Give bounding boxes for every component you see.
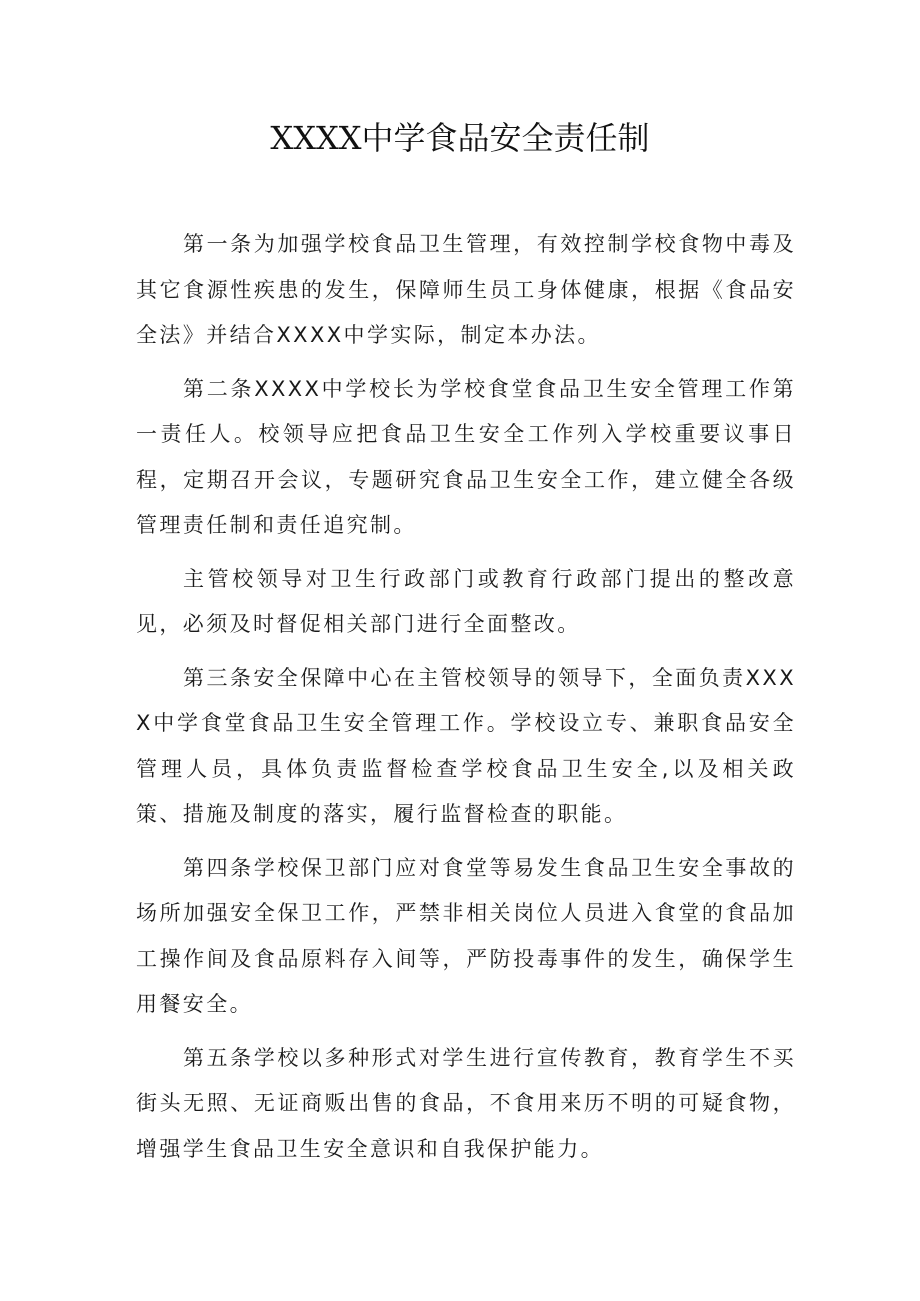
paragraph-article-3: 第三条安全保障中心在主管校领导的领导下，全面负责XXXX中学食堂食品卫生安全管理工作。学校设立专、兼职食品安全管理人员，具体负责监督检查学校食品卫生安全,以及相关政策、措施及制度的落实，履行监督检查的职能。 xyxy=(136,665,796,826)
document-title: XXXX中学食品安全责任制 xyxy=(270,119,650,157)
paragraph-article-5: 第五条学校以多种形式对学生进行宣传教育，教育学生不买街头无照、无证商贩出售的食品，不食用来历不明的可疑食物，增强学生食品卫生安全意识和自我保护能力。 xyxy=(136,1045,796,1161)
paragraph-article-2-supplement: 主管校领导对卫生行政部门或教育行政部门提出的整改意见，必须及时督促相关部门进行全面整改。 xyxy=(136,566,796,636)
paragraph-article-1: 第一条为加强学校食品卫生管理，有效控制学校食物中毒及其它食源性疾患的发生，保障师生员工身体健康，根据《食品安全法》并结合XXXX中学实际，制定本办法。 xyxy=(136,232,796,347)
paragraph-article-2: 第二条XXXX中学校长为学校食堂食品卫生安全管理工作第一责任人。校领导应把食品卫生安全工作列入学校重要议事日程，定期召开会议，专题研究食品卫生安全工作，建立健全各级管理责任制和责任追究制。 xyxy=(136,376,796,537)
paragraph-article-4: 第四条学校保卫部门应对食堂等易发生食品卫生安全事故的场所加强安全保卫工作，严禁非相关岗位人员进入食堂的食品加工操作间及食品原料存入间等，严防投毒事件的发生，确保学生用餐安全。 xyxy=(136,855,796,1016)
document-body xyxy=(136,222,796,1180)
